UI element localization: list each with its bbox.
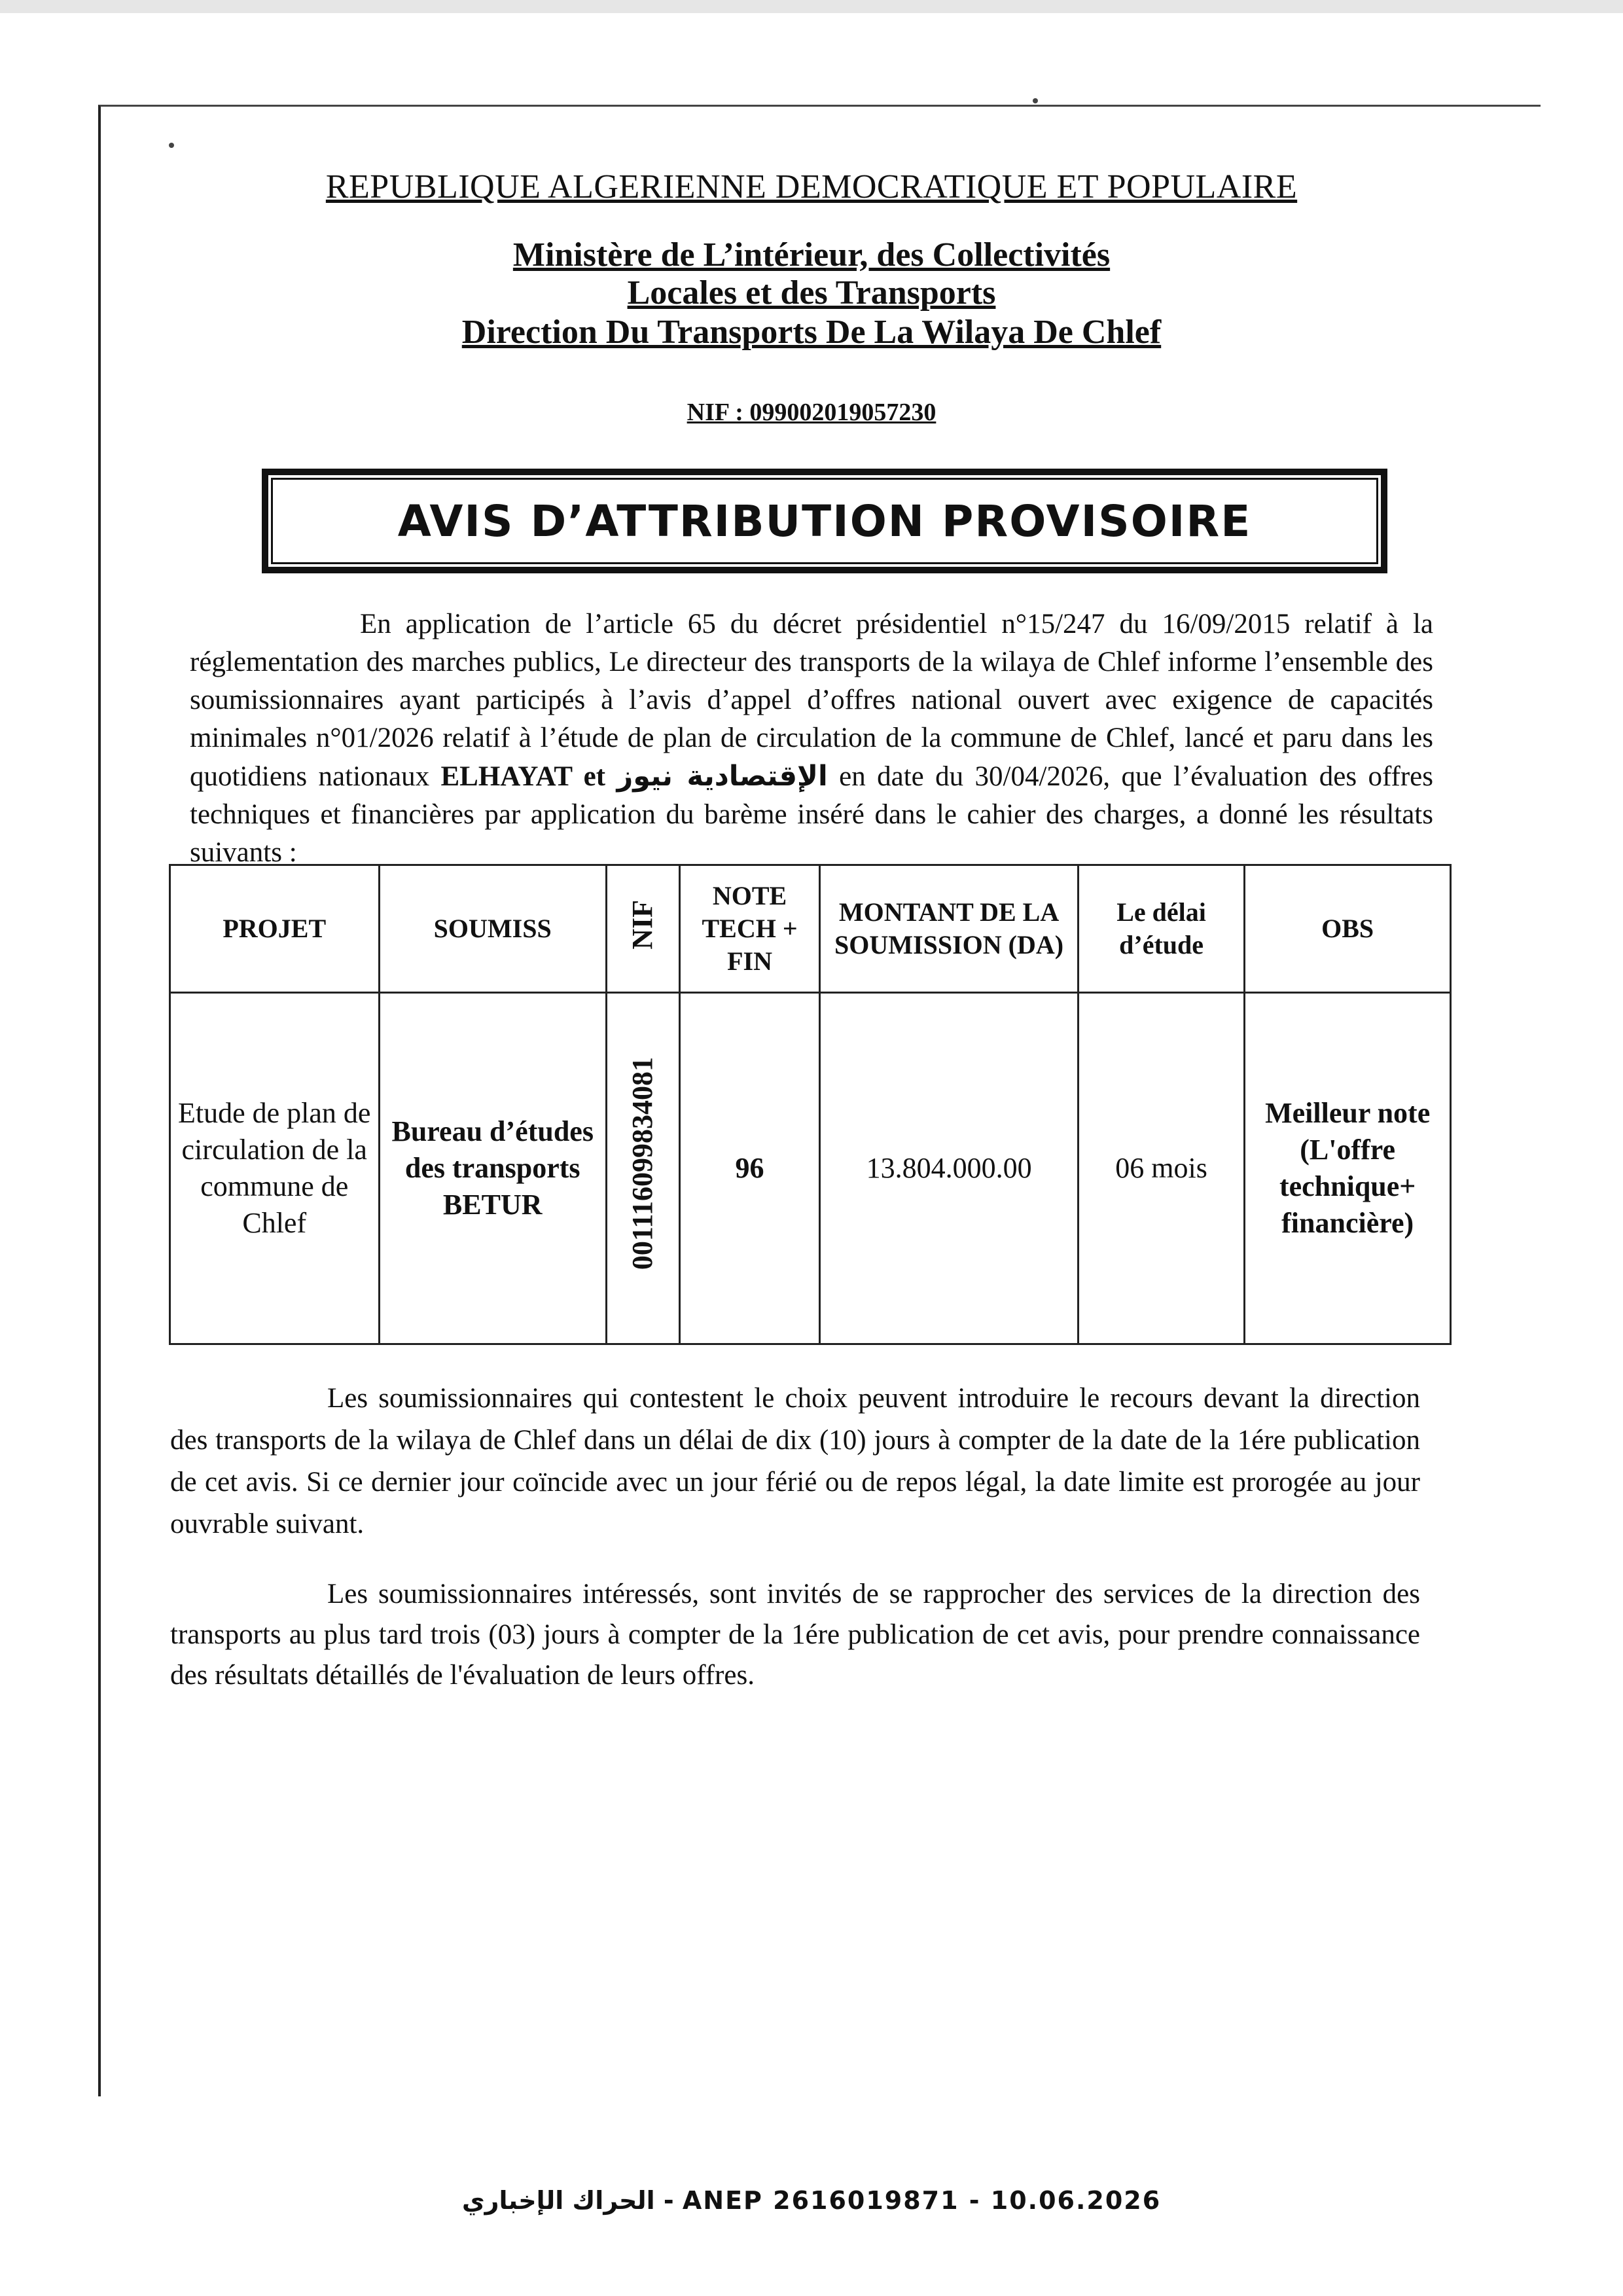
ministry-line-2: Locales et des Transports xyxy=(627,274,996,312)
cell-note: 96 xyxy=(679,993,820,1344)
newspaper-arabic: الإقتصادية نيوز xyxy=(616,760,828,793)
cell-montant: 13.804.000.00 xyxy=(820,993,1078,1344)
title-box xyxy=(262,469,1387,573)
publication-footer: الحراك الإخباري - ANEP 2616019871 - 10.06.2026 xyxy=(461,2186,1162,2215)
recourse-paragraph xyxy=(170,1378,1420,1545)
consultation-text: Les soumissionnaires intéressés, sont invités de se rapprocher des services de la direction des transports au plus tard trois (03) jours à compter de la 1ére publication de cet avis, pour prendre connaissance des résultats détaillés de l'évaluation de leurs offres. xyxy=(170,1579,1420,1691)
scan-speck xyxy=(1033,98,1038,103)
header-delai: Le délai d’étude xyxy=(1078,865,1245,993)
header-nif-label: NIF xyxy=(626,900,659,950)
scan-speck xyxy=(169,143,174,148)
cell-nif xyxy=(606,993,679,1344)
cell-obs: Meilleur note (L'offre technique+ financière) xyxy=(1245,993,1451,1344)
cell-projet: Etude de plan de circulation de la commune de Chlef xyxy=(170,993,380,1344)
recourse-text: Les soumissionnaires qui contestent le choix peuvent introduire le recours devant la direction des transports de la wilaya de Chlef dans un délai de dix (10) jours à compter de la date de la 1ére publication de cet avis. Si ce dernier jour coïncide avec un jour férié ou de repos légal, la date limite est prorogée au jour ouvrable suivant. xyxy=(170,1383,1420,1539)
header-projet: PROJET xyxy=(170,865,380,993)
cell-delai: 06 mois xyxy=(1078,993,1245,1344)
intro-paragraph xyxy=(190,605,1433,872)
ministry-line-1: Ministère de L’intérieur, des Collectivités xyxy=(512,236,1111,274)
results-table xyxy=(169,864,1452,1345)
intro-text-2: en date du 30/04/2026, que l’évaluation des offres techniques et financières par application du barème inséré dans le cahier des charges, a donné les résultats suivants : xyxy=(190,761,1433,868)
newspaper-elhayat: ELHAYAT et xyxy=(440,761,606,792)
scan-top-edge xyxy=(0,0,1623,13)
table-header-row xyxy=(170,865,1451,993)
consultation-paragraph xyxy=(170,1574,1420,1696)
document-title: AVIS D’ATTRIBUTION PROVISOIRE xyxy=(397,495,1252,547)
republic-heading: REPUBLIQUE ALGERIENNE DEMOCRATIQUE ET POPULAIRE xyxy=(325,168,1298,206)
cell-nif-value: 001116099834081 xyxy=(626,1057,659,1270)
header-note: NOTE TECH + FIN xyxy=(679,865,820,993)
table-row xyxy=(170,993,1451,1344)
header-nif xyxy=(606,865,679,993)
direction-line: Direction Du Transports De La Wilaya De Chlef xyxy=(461,314,1162,351)
header-soumiss: SOUMISS xyxy=(379,865,606,993)
cell-soumiss: Bureau d’études des transports BETUR xyxy=(379,993,606,1344)
intro-text-1: En application de l’article 65 du décret présidentiel n°15/247 du 16/09/2015 relatif à la réglementation des marches publics, Le directeur des transports de la wilaya de Chlef informe l’ensemble des soumissionnaires ayant participés à l’avis d’appel d’offres national ouvert avec exigence de capacités minimales n°01/2026 relatif à l’étude de plan de circulation de la commune de Chlef, lancé et paru dans les quotidiens nationaux xyxy=(190,609,1433,792)
header-montant: MONTANT DE LA SOUMISSION (DA) xyxy=(820,865,1078,993)
nif-number: NIF : 099002019057230 xyxy=(687,399,936,426)
header-obs: OBS xyxy=(1245,865,1451,993)
